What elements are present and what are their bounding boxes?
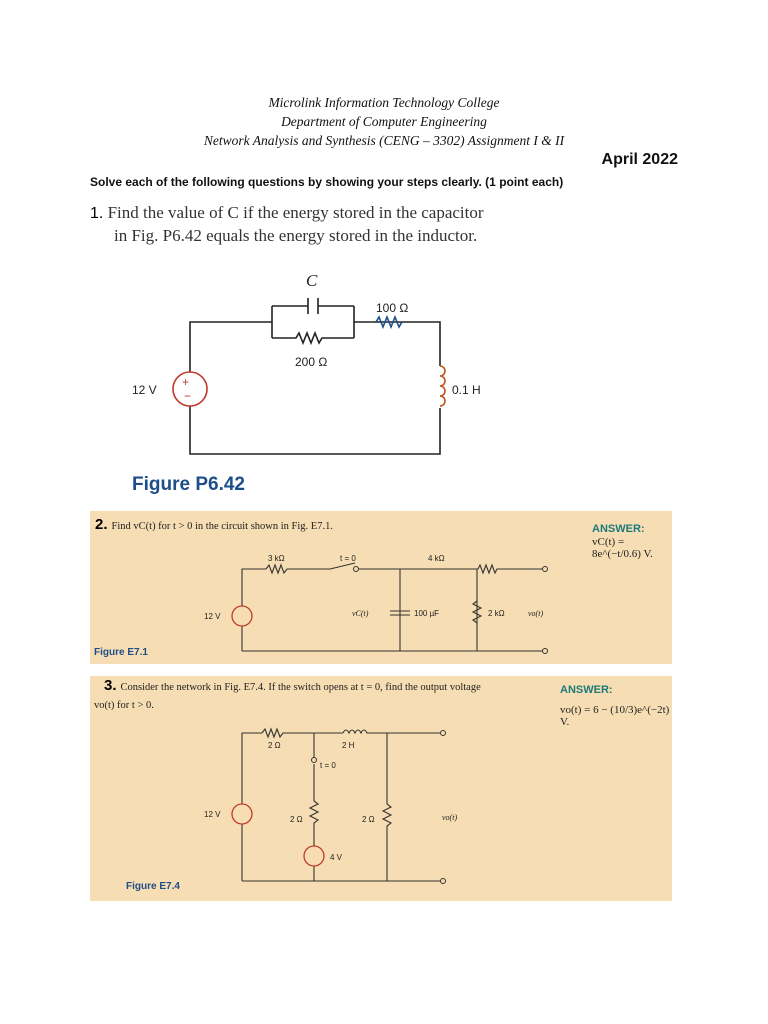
e74-switch-label: t = 0 [320, 761, 336, 770]
instructions: Solve each of the following questions by showing your steps clearly. (1 point each) [90, 175, 564, 189]
figure-e7-1-caption: Figure E7.1 [94, 647, 148, 658]
inductor-coil [440, 366, 445, 406]
e71-switch-label: t = 0 [340, 554, 356, 563]
source-minus-icon: − [184, 389, 192, 403]
question-3-answer-label: ANSWER: [560, 684, 613, 696]
figure-e7-4-caption: Figure E7.4 [126, 881, 180, 892]
e74-source-label: 12 V [204, 810, 221, 819]
wire-right-top [354, 322, 440, 366]
question-3-panel [90, 676, 672, 901]
resistor-100-label: 100 Ω [376, 301, 409, 315]
question-2-panel [90, 511, 672, 664]
wire-left-top [190, 322, 272, 372]
e74-r3-label: 2 Ω [362, 815, 375, 824]
question-3-answer: vo(t) = 6 − (10/3)e^(−2t) V. [560, 704, 670, 728]
resistor-200 [272, 333, 354, 343]
source-plus-icon: + [182, 375, 190, 389]
e74-vo-label: vo(t) [442, 813, 458, 822]
e74-source2-label: 4 V [330, 853, 343, 862]
source-icon [232, 804, 252, 824]
e74-r1-label: 2 Ω [268, 741, 281, 750]
question-2-answer-label: ANSWER: [592, 523, 645, 535]
figure-p6-42-caption: Figure P6.42 [132, 474, 245, 495]
e71-source-label: 12 V [204, 612, 221, 621]
e71-cap-label: 100 µF [414, 609, 440, 618]
e71-r2-label: 4 kΩ [428, 554, 445, 563]
question-1-number: 1. [90, 205, 104, 222]
e74-inductor-label: 2 H [342, 741, 355, 750]
assignment-date: April 2022 [601, 151, 678, 168]
source-icon [232, 606, 252, 626]
college-name: Microlink Information Technology College [268, 95, 500, 110]
question-2-text: Find vC(t) for t > 0 in the circuit shown in Fig. E7.1. [111, 521, 333, 532]
e71-r3-label: 2 kΩ [488, 609, 505, 618]
question-1-line2: in Fig. P6.42 equals the energy stored in the inductor. [114, 226, 478, 245]
resistor-200-label: 200 Ω [295, 355, 328, 369]
e71-vo-label: vo(t) [528, 609, 544, 618]
wire-bottom [190, 406, 440, 454]
e74-r2-label: 2 Ω [290, 815, 303, 824]
question-2-number: 2. [95, 516, 108, 533]
figure-e7-1-circuit [90, 511, 672, 664]
capacitor-label: C [306, 271, 318, 290]
question-3-number: 3. [104, 677, 117, 694]
department-name: Department of Computer Engineering [281, 114, 487, 129]
e71-vc-label: vC(t) [352, 609, 369, 618]
question-3-text-line2: vo(t) for t > 0. [94, 700, 154, 711]
question-2-answer: vC(t) = 8e^(−t/0.6) V. [592, 536, 653, 560]
figure-e7-4-circuit [90, 676, 672, 901]
source-label: 12 V [132, 383, 157, 397]
course-title: Network Analysis and Synthesis (CENG – 3302) Assignment I & II [203, 133, 565, 148]
inductor-label: 0.1 H [452, 383, 481, 397]
question-1-line1: Find the value of C if the energy stored in the capacitor [107, 203, 484, 222]
source2-icon [304, 846, 324, 866]
e71-r1-label: 3 kΩ [268, 554, 285, 563]
question-3-text-line1: Consider the network in Fig. E7.4. If the switch opens at t = 0, find the output voltage [120, 682, 481, 693]
